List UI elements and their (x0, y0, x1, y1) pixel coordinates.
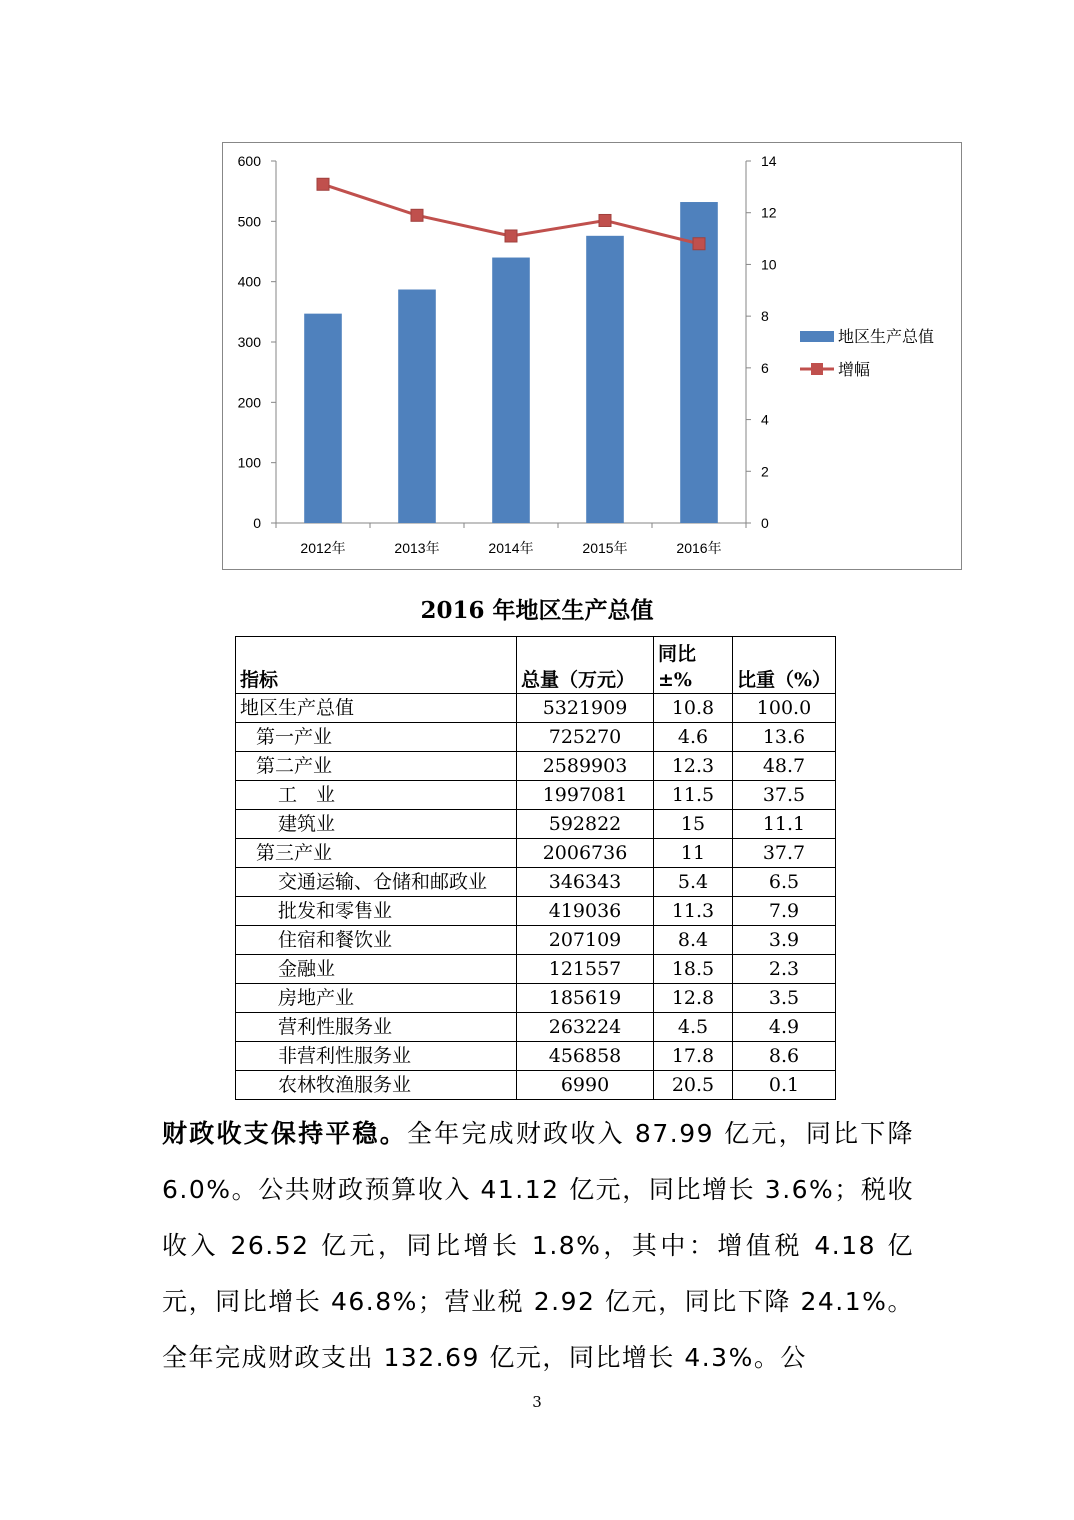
y2-tick-label: 14 (761, 153, 777, 169)
row-total: 2006736 (517, 839, 654, 868)
header-yoy-line1: 同比 (658, 643, 697, 665)
row-indicator: 房地产业 (236, 984, 517, 1013)
row-yoy: 11.3 (654, 897, 733, 926)
legend-label-growth: 增幅 (838, 362, 871, 379)
row-share: 6.5 (733, 868, 836, 897)
header-yoy (654, 637, 733, 694)
y-tick-label: 0 (253, 515, 261, 531)
row-share: 48.7 (733, 752, 836, 781)
table-title: 2016 年地区生产总值 (420, 597, 654, 624)
point-growth (505, 230, 517, 242)
row-share: 13.6 (733, 723, 836, 752)
row-yoy: 12.3 (654, 752, 733, 781)
row-share: 100.0 (733, 694, 836, 723)
table-row (236, 723, 836, 752)
row-yoy: 10.8 (654, 694, 733, 723)
row-yoy: 17.8 (654, 1042, 733, 1071)
table-row (236, 839, 836, 868)
bar-gdp (304, 314, 342, 523)
y-tick-label: 400 (237, 273, 261, 290)
row-total: 419036 (517, 897, 654, 926)
y2-tick-label: 2 (761, 463, 769, 480)
paragraph-text: 全年完成财政收入 87.99 亿元，同比下降 6.0%。公共财政预算收入 41.12 亿元，同比增长 3.6%；税收收入 26.52 亿元，同比增长 1.8%，其中：增值税 4.18 亿元，同比增长 46.8%；营业税 2.92 亿元，同比下降 24.1%。全年完成财政支出 132.69 亿元，同比增长 4.3%。公 (162, 1119, 914, 1372)
x-tick-label: 2012年 (300, 540, 346, 556)
table-row (236, 926, 836, 955)
y2-tick-label: 10 (761, 256, 777, 273)
finance-paragraph (162, 1106, 914, 1386)
row-total: 263224 (517, 1013, 654, 1042)
row-indicator: 工 业 (236, 781, 517, 810)
row-yoy: 8.4 (654, 926, 733, 955)
y2-tick-label: 6 (761, 359, 769, 376)
bar-gdp (398, 290, 436, 523)
table-row (236, 752, 836, 781)
row-total: 456858 (517, 1042, 654, 1071)
row-share: 11.1 (733, 810, 836, 839)
table-row (236, 955, 836, 984)
x-tick-label: 2015年 (582, 540, 628, 556)
header-yoy-line2: ±% (658, 669, 692, 691)
row-total: 346343 (517, 868, 654, 897)
row-yoy: 11 (654, 839, 733, 868)
row-share: 37.5 (733, 781, 836, 810)
bar-gdp (586, 236, 624, 523)
row-yoy: 20.5 (654, 1071, 733, 1100)
table-row (236, 1071, 836, 1100)
x-tick-label: 2013年 (394, 540, 440, 556)
table-row (236, 781, 836, 810)
row-indicator: 建筑业 (236, 810, 517, 839)
header-total: 总量（万元） (517, 637, 654, 694)
row-indicator: 交通运输、仓储和邮政业 (236, 868, 517, 897)
row-indicator: 非营利性服务业 (236, 1042, 517, 1071)
row-total: 1997081 (517, 781, 654, 810)
row-total: 592822 (517, 810, 654, 839)
table-row (236, 1042, 836, 1071)
row-indicator: 住宿和餐饮业 (236, 926, 517, 955)
row-total: 5321909 (517, 694, 654, 723)
row-total: 121557 (517, 955, 654, 984)
row-yoy: 4.6 (654, 723, 733, 752)
row-indicator: 第三产业 (236, 839, 517, 868)
row-total: 2589903 (517, 752, 654, 781)
y2-tick-label: 8 (761, 308, 769, 325)
x-tick-label: 2014年 (488, 540, 534, 556)
x-tick-label: 2016年 (676, 540, 722, 556)
y-tick-label: 200 (237, 394, 261, 411)
row-total: 185619 (517, 984, 654, 1013)
paragraph-lead: 财政收支保持平稳。 (162, 1119, 407, 1148)
point-growth (317, 178, 329, 190)
row-yoy: 4.5 (654, 1013, 733, 1042)
row-total: 207109 (517, 926, 654, 955)
row-share: 3.9 (733, 926, 836, 955)
row-share: 2.3 (733, 955, 836, 984)
y-tick-label: 600 (237, 153, 261, 169)
page-number: 3 (532, 1393, 542, 1411)
row-indicator: 第一产业 (236, 723, 517, 752)
table-row (236, 694, 836, 723)
bar-gdp (492, 258, 530, 523)
gdp-chart (222, 142, 962, 570)
y-tick-label: 500 (237, 213, 261, 230)
legend-swatch-gdp (800, 331, 834, 342)
table-header-row (236, 637, 836, 694)
row-indicator: 第二产业 (236, 752, 517, 781)
point-growth (693, 238, 705, 250)
row-share: 37.7 (733, 839, 836, 868)
table-row (236, 897, 836, 926)
y-tick-label: 100 (237, 454, 261, 471)
row-yoy: 18.5 (654, 955, 733, 984)
row-indicator: 地区生产总值 (236, 694, 517, 723)
header-share: 比重（%） (733, 637, 836, 694)
y2-tick-label: 0 (761, 515, 769, 531)
row-share: 3.5 (733, 984, 836, 1013)
row-indicator: 农林牧渔服务业 (236, 1071, 517, 1100)
table-row (236, 984, 836, 1013)
row-share: 4.9 (733, 1013, 836, 1042)
row-total: 6990 (517, 1071, 654, 1100)
y2-tick-label: 4 (761, 411, 769, 428)
row-yoy: 5.4 (654, 868, 733, 897)
row-total: 725270 (517, 723, 654, 752)
row-indicator: 营利性服务业 (236, 1013, 517, 1042)
legend-marker-growth (811, 363, 823, 375)
row-indicator: 批发和零售业 (236, 897, 517, 926)
y-tick-label: 300 (237, 334, 261, 350)
table-row (236, 810, 836, 839)
gdp-table (235, 636, 836, 1100)
point-growth (599, 214, 611, 226)
row-yoy: 11.5 (654, 781, 733, 810)
row-share: 8.6 (733, 1042, 836, 1071)
row-yoy: 15 (654, 810, 733, 839)
table-row (236, 1013, 836, 1042)
table-body (236, 694, 836, 1100)
table-row (236, 868, 836, 897)
y2-tick-label: 12 (761, 204, 777, 221)
row-share: 7.9 (733, 897, 836, 926)
row-indicator: 金融业 (236, 955, 517, 984)
row-share: 0.1 (733, 1071, 836, 1100)
row-yoy: 12.8 (654, 984, 733, 1013)
legend-label-gdp: 地区生产总值 (838, 329, 935, 346)
header-indicator: 指标 (236, 637, 517, 694)
point-growth (411, 209, 423, 221)
